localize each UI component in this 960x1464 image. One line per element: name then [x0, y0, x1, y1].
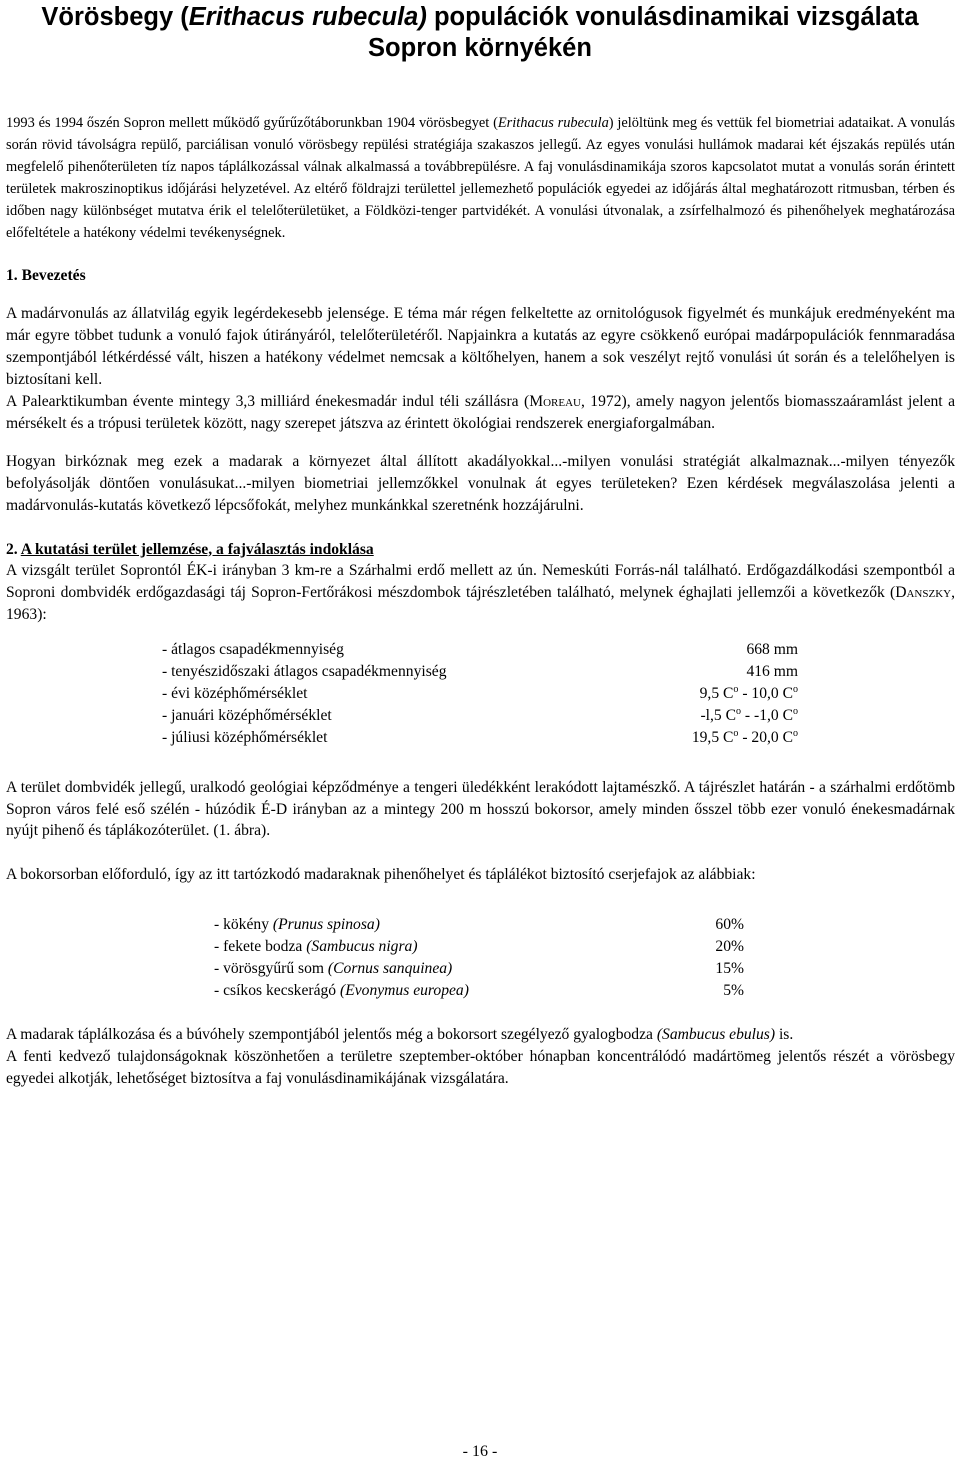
study-area-paragraph-1: A vizsgált terület Soprontól ÉK-i irányban 3 km-re a Szárhalmi erdő mellett az ún. Nemeskúti Forrás-nál található. Erdőgazdálkodási szempontból a Soproni dombvidék erdőgazdasági táj Sopron-Fertőrákosi mészdombok tájrészletében található, melynek éghajlati jellemzői a következők (Danszky, 1963):: [6, 562, 955, 624]
shrub-list: [214, 914, 744, 1002]
climate-row: - januári középhőmérséklet -l,5 $C^o - -1,0$ $C^o$: [162, 705, 798, 724]
climate-row: - évi középhőmérséklet 9,5 $C^o - 10,0$ $C^o$: [162, 683, 798, 702]
study-area-paragraph-4: A madarak táplálkozása és a búvóhely szempontjából jelentős még a bokorsort szegélyező gyalogbodza (Sambucus ebulus) is.: [6, 1025, 794, 1043]
shrub-row: - kökény (Prunus spinosa) 60%: [214, 916, 744, 934]
climate-row: - átlagos csapadékmennyiség 668 mm: [162, 641, 798, 659]
shrub-row: - fekete bodza (Sambucus nigra) 20%: [214, 938, 744, 956]
study-area-paragraph-5: A fenti kedvező tulajdonságoknak köszönhetően a területre szeptember-október hónapban koncentrálódó madártömeg jelentős részét a vörösbegy egyedei alkotják, lehetőséget biztosítva a faj vonulásdinamikájának vizsgálatára.: [6, 1047, 955, 1087]
section-heading-study-area: 2. A kutatási terület jellemzése, a fajválasztás indoklása: [6, 540, 374, 558]
climate-list: [162, 639, 798, 749]
page-title: [0, 2, 960, 64]
shrub-row: - csíkos kecskerágó (Evonymus europea) 5%: [214, 982, 744, 999]
intro-paragraph-1: A madárvonulás az állatvilág egyik legérdekesebb jelensége. E téma már régen felkeltette az ornitológusok figyelmét és munkájuk eredményeként ma már egyre többet tudunk a vonuló fajok útirányáról, telelőterületéről. Napjainkra a kutatás az egyre csökkenő európai madárpopulációk fennmaradása szempontjából létkérdéssé vált, hiszen a hatékony védelmet nemcsak a költőhelyen, hanem a sok veszélyt rejtő vonulási út során és a telelőhelyen is biztosítani kell.: [6, 305, 955, 389]
abstract-paragraph: 1993 és 1994 őszén Sopron mellett működő gyűrűzőtáborunkban 1904 vörösbegyet (Erithacus rubecula) jelöltünk meg és vettük fel biometriai adataikat. A vonulás során rövid távolságra repülő, parciálisan vonuló vörösbegy repülési stratégiája szakaszos jellegű. Az egyes vonulási hullámok madarai két éjszakás repülés után megfelelő pihenőterületen tíz napos táplálkozással válnak alkalmassá a továbbrepülésre. A faj vonulásdinamikája szoros kapcsolatot mutat a vonulás során érintett területek makroszinoptikus időjárási helyzetével. Az eltérő földrajzi területtel jellemezhető populációk egyedei az időjárás által meghatározott ritmusban, térben és időben nagy különbséget mutatva érik el telelőterületüket, a Földközi-tenger partvidékét. A vonulási útvonalak, a zsírfelhalmozó és pihenőhelyek meghatározása előfeltétele a hatékony védelmi tevékenységnek.: [6, 115, 955, 241]
page-number: - 16 -: [462, 1443, 498, 1460]
title-line-2: Sopron környékén: [368, 34, 592, 62]
title-line-1: Vörösbegy (Erithacus rubecula) populációk vonulásdinamikai vizsgálata: [41, 3, 919, 31]
document-body: [6, 113, 955, 1090]
intro-paragraph-3: Hogyan birkóznak meg ezek a madarak a környezet által állított akadályokkal...-milyen vonulási stratégiát alkalmaznak...-milyen tényezők befolyásolják döntően vonulásukat...-milyen biometriai jellemzőkkel vonulnak át egyes területeken? Ezen kérdések megválaszolása jelenti a madárvonulás-kutatás következő lépcsőfokát, melyhez munkánkkal szeretnénk hozzájárulni.: [6, 452, 955, 514]
intro-paragraph-2: A Palearktikumban évente mintegy 3,3 milliárd énekesmadár indul téli szállásra (Moreau, 1972), amely nagyon jelentős biomasszaáramlást jelent a mérsékelt és a trópusi területek között, nagy szerepet játszva az érintett ökológiai rendszerek energiaforgalmában.: [6, 392, 955, 432]
study-area-paragraph-2: A terület dombvidék jellegű, uralkodó geológiai képződménye a tengeri üledékként lerakódott lajtamészkő. A tájrészlet határán - a szárhalmi erdőtömb Sopron város felé eső szélén - húzódik É-D irányban az a mintegy 200 m hosszú bokorsor, amely minden ősszel több ezer vonuló énekesmadárnak nyújt pihenő és táplákozóterület. (1. ábra).: [6, 778, 955, 840]
shrub-row: - vörösgyűrű som (Cornus sanquinea) 15%: [214, 960, 744, 978]
climate-row: - júliusi középhőmérséklet 19,5 $C^o - 20,0$ $C^o$: [162, 727, 798, 746]
climate-row: - tenyészidőszaki átlagos csapadékmennyiség 416 mm: [162, 663, 798, 681]
study-area-paragraph-3: A bokorsorban előforduló, így az itt tartózkodó madaraknak pihenőhelyet és táplálékot biztosító cserjefajok az alábbiak:: [6, 866, 756, 884]
section-heading-introduction: 1. Bevezetés: [6, 267, 86, 285]
abstract: [6, 113, 955, 244]
